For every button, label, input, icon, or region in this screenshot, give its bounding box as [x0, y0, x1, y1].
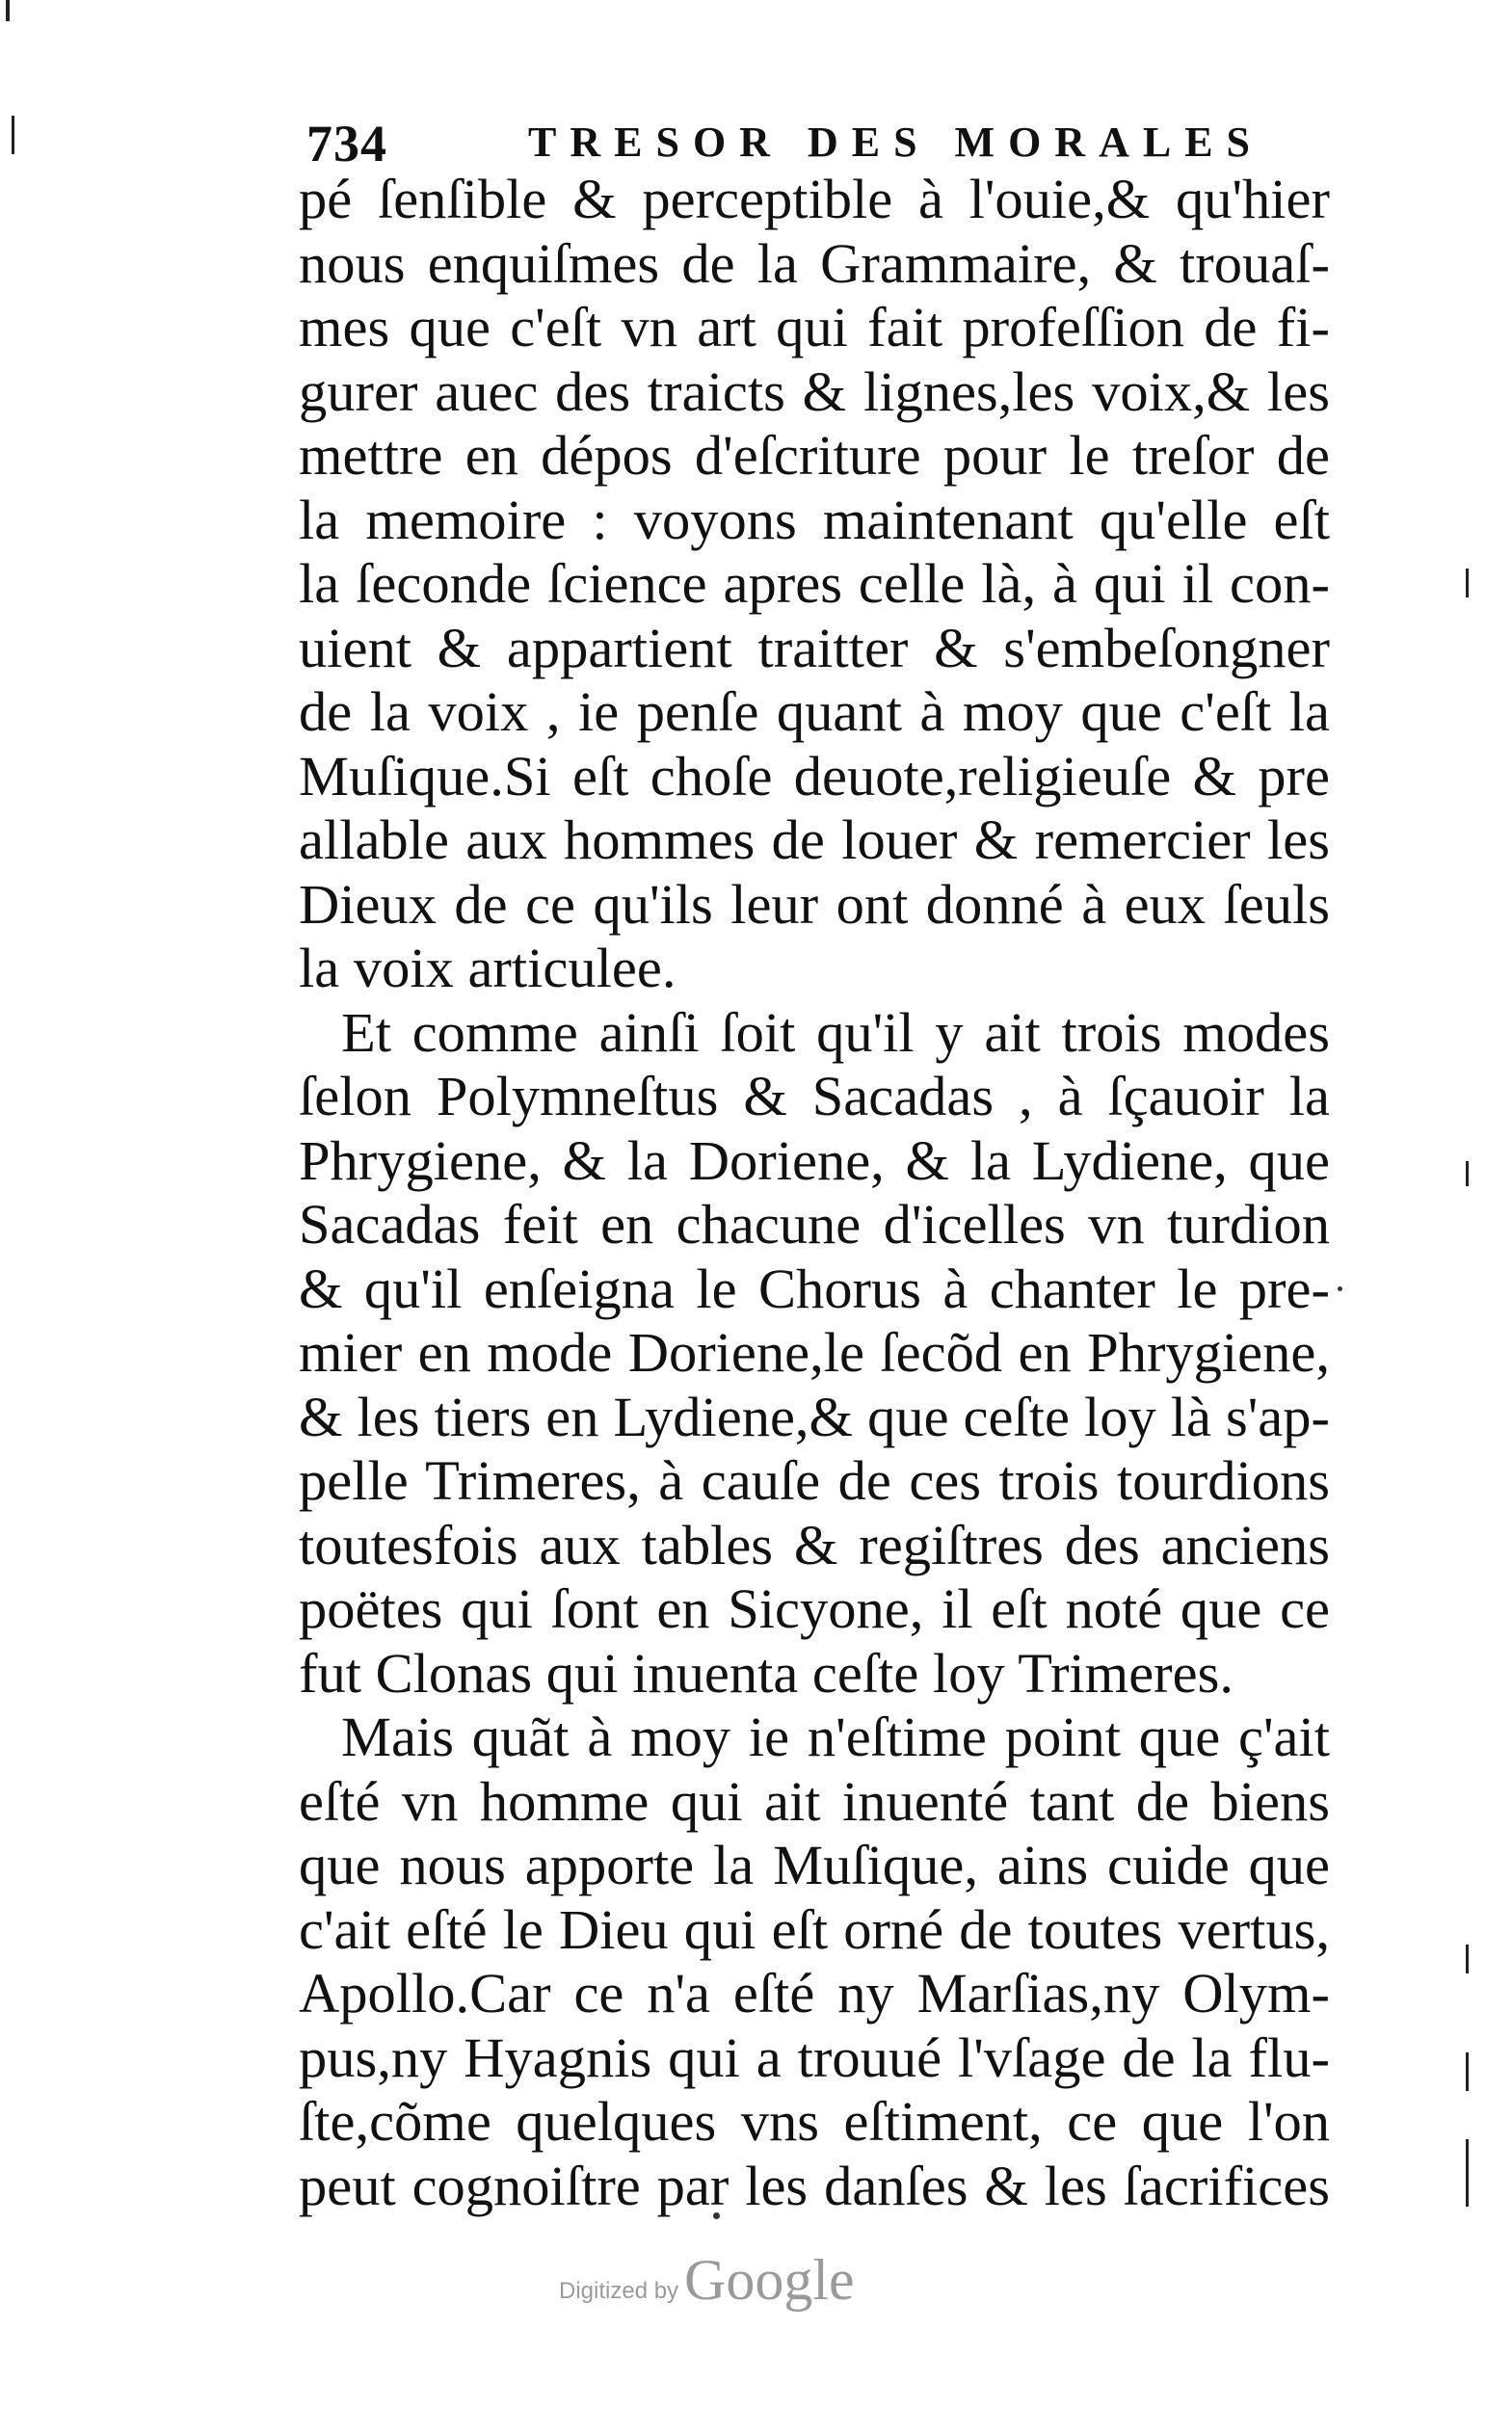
text-line: Apollo.Car ce n'a eſté ny Marſias,ny Olym- [299, 1962, 1330, 2025]
text-line: mettre en dépos d'eſcriture pour le treſor de [299, 424, 1330, 487]
text-line: peut cognoiſtre par les danſes & les ſacrifices [299, 2154, 1330, 2217]
text-line: Muſique.Si eſt choſe deuote,religieuſe & pre [299, 744, 1330, 807]
digitization-watermark [559, 2247, 964, 2315]
text-line: eſté vn homme qui ait inuenté tant de biens [299, 1769, 1330, 1833]
left-edge-mark [12, 116, 14, 154]
text-line: toutesfois aux tables & regiſtres des anciens [299, 1513, 1330, 1576]
right-edge-mark [1466, 1945, 1469, 1973]
body-text [299, 168, 1330, 2218]
running-head: TRESOR DES MORALES [528, 119, 1264, 166]
text-line: la memoire : voyons maintenant qu'elle eſt [299, 488, 1330, 551]
text-line: mier en mode Doriene,le ſecõd en Phrygiene, [299, 1321, 1330, 1384]
text-line: Dieux de ce qu'ils leur ont donné à eux ſeuls [299, 872, 1330, 936]
text-line: allable aux hommes de louer & remercier les [299, 808, 1330, 871]
text-line: mes que c'eſt vn art qui fait profeſſion de fi- [299, 296, 1330, 358]
text-line: la voix articulee. [299, 937, 676, 999]
right-edge-mark [1466, 2052, 1469, 2091]
text-line: pé ſenſible & perceptible à l'ouie,& qu'hier [299, 168, 1330, 230]
text-line: c'ait eſté le Dieu qui eſt orné de toutes vertus, [299, 1897, 1330, 1961]
text-line: ſelon Polymneſtus & Sacadas , à ſçauoir la [299, 1065, 1330, 1127]
google-logo-text: Google [684, 2248, 855, 2312]
text-line: fut Clonas qui inuenta ceſte loy Trimeres. [299, 1641, 1233, 1705]
text-line: poëtes qui ſont en Sicyone, il eſt noté que ce [299, 1577, 1330, 1640]
text-line: que nous apporte la Muſique, ains cuide que [299, 1834, 1330, 1896]
left-edge-mark [6, 0, 10, 21]
text-line: ſte,cõme quelques vns eſtiment, ce que l'on [299, 2090, 1330, 2153]
text-line: Phrygiene, & la Doriene, & la Lydiene, que [299, 1128, 1330, 1192]
text-line: pus,ny Hyagnis qui a trouué l'vſage de la flu- [299, 2025, 1330, 2089]
right-edge-mark [1466, 2139, 1469, 2207]
text-line: la ſeconde ſcience apres celle là, à qui il con- [299, 552, 1330, 615]
right-edge-mark [1466, 569, 1469, 597]
text-line: Sacadas feit en chacune d'icelles vn turdion [299, 1193, 1330, 1256]
text-line: nous enquiſmes de la Grammaire, & trouaſ- [299, 231, 1330, 295]
text-line: & les tiers en Lydiene,& que ceſte loy là s'ap- [299, 1385, 1330, 1448]
text-line: uient & appartient traitter & s'embeſongner [299, 616, 1330, 679]
right-edge-mark [1466, 1161, 1469, 1186]
page-number: 734 [306, 115, 387, 172]
digitized-by-label: Digitized by [559, 2278, 679, 2304]
text-line: gurer auec des traicts & lignes,les voix,& les [299, 359, 1330, 423]
text-line: & qu'il enſeigna le Chorus à chanter le pre- [299, 1257, 1330, 1320]
text-line: de la voix , ie penſe quant à moy que c'eſt la [299, 680, 1330, 743]
text-line: pelle Trimeres, à cauſe de ces trois tourdions [299, 1449, 1330, 1512]
paragraph-start-line: Et comme ainſi ſoit qu'il y ait trois modes [341, 1000, 1330, 1064]
paragraph-start-line: Mais quãt à moy ie n'eſtime point que ç'ait [341, 1706, 1330, 1768]
stray-dot [1338, 1286, 1342, 1291]
